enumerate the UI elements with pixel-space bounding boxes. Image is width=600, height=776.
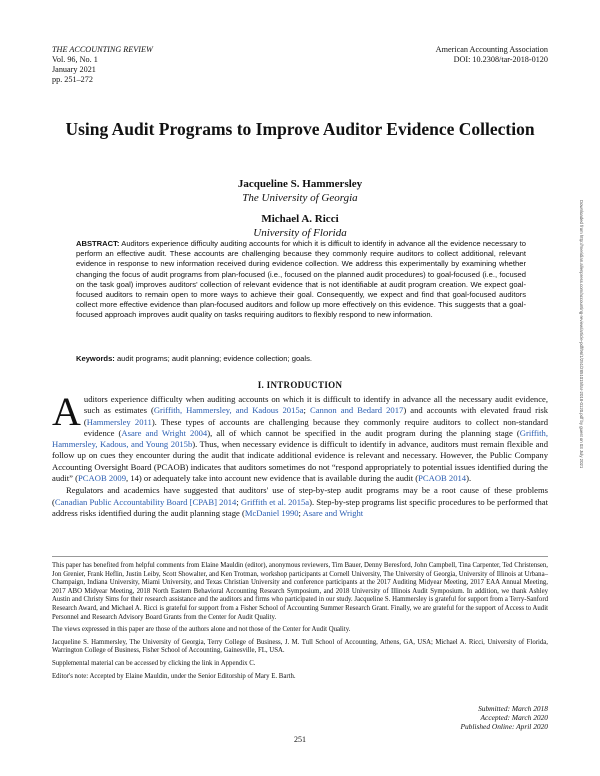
paragraph-1: Auditors experience difficulty when auditing accounts on which it is difficult to identify in advance all the necessary audit evidence, such as estimates (Griffith, Hammersley, and Kadous 2015a; Cannon and Bedard 2017) and accounts with elevated fraud risk (Hammersley 2011). These types of accounts are challenging because they commonly require auditors to collect non-standard evidence (Asare and Wright 2004), all of which cannot be specified in the audit program during the planning stage (Griffith, Hammersley, Kadous, and Young 2015b). Thus, when necessary evidence is difficult to identify in advance, auditors must remain flexible and follow up on cues they encounter during the audit that indicate additional evidence is relevant and necessary. However, the Public Company Accounting Oversight Board (PCAOB) indicates that auditors sometimes do not “respond appropriately to potential issues identified during the audit” (PCAOB 2009, 14) or adequately take into account new evidence that is available during the audit (PCAOB 2014). <box>52 389 548 484</box>
keywords-text: audit programs; audit planning; evidence collection; goals. <box>116 354 312 363</box>
citation-link[interactable]: PCAOB 2014 <box>418 473 467 484</box>
author-affiliation-1: The University of Georgia <box>242 192 358 204</box>
download-watermark-text: Downloaded from http://meridian.allenpress.com/accounting-review/article-pdf/96/1/251/2851015/tar-2018-0120.pdf by guest on 03 July 2021 <box>579 200 584 469</box>
doi-link[interactable]: DOI: 10.2308/tar-2018-0120 <box>453 55 548 64</box>
submission-dates <box>460 704 548 732</box>
citation-link[interactable]: Griffith, Hammersley, Kadous, and Young 2015b <box>52 427 548 450</box>
author-name-1: Jacqueline S. Hammersley <box>237 178 363 190</box>
date-accepted: Accepted: March 2020 <box>480 713 548 723</box>
footnote-divider <box>52 556 548 557</box>
date-submitted: Submitted: March 2018 <box>478 704 548 713</box>
footnote-acknowledgments: This paper has benefited from helpful comments from Elaine Mauldin (editor), anonymous reviewers, Tim Bauer, Denny Beresford, John Campbell, Tina Carpenter, Ted Christensen, Jon Grenier, Frank Heflin, Justin Leiby, Scott Showalter, and Ken Trotman, workshop participants at Cornell University, The University of Georgia, University of Illinois at Urbana–Champaign, Indiana University, Miami University, and Texas Christian University and conference participants at the 2017 Auditing Midyear Meeting, 2017 EAA Annual Meeting, 2017 ABO Midyear Meeting, 2018 North Eastern Behavioral Accounting Research Symposium, and 2018 University of Illinois Audit Symposium. In addition, we thank Ashley Austin and Christy Sims for their research assistance and the auditors and firms who participated in our study. Jacqueline S. Hammersley is grateful for support from a Terry-Sanford Research Award, and Michael A. Ricci is grateful for support from a Fisher School of Accounting Summer Research Grant. Finally, we are grateful for the support of Access to Audit Personnel and Research Advisory Board Grants from the Center for Audit Quality. <box>52 562 548 621</box>
date-published: Published Online: April 2020 <box>460 722 548 732</box>
citation-link[interactable]: Hammersley 2011 <box>86 416 152 427</box>
author-affiliation-2: University of Florida <box>253 227 347 239</box>
journal-volume: Vol. 96, No. 1 <box>52 55 98 64</box>
abstract <box>76 239 526 321</box>
footnotes <box>52 562 548 685</box>
section-heading: I. INTRODUCTION <box>257 380 343 390</box>
citation-link[interactable]: McDaniel 1990 <box>244 507 299 518</box>
journal-date: January 2021 <box>52 65 96 74</box>
citation-link[interactable]: Asare and Wright <box>302 507 364 518</box>
abstract-text: Auditors experience difficulty auditing accounts for which it is difficult to identify in advance all the evidence necessary to perform an effective audit. These accounts are challenging because they commonly require auditors to collect additional, relevant evidence in response to new information received during evidence collection. We address this experimentally by examining whether changing the focus of audit programs from plan-focused (i.e., focused on the planned audit procedures) to goal-focused (i.e., focused on the task goal) improves auditors' collection of relevant evidence that is not identifiable at audit program creation. We expect goal-focused auditors to remain open to more ways to achieve their goal. Consequently, we expect and find that goal-focused auditors collect more effective evidence than plan-focused auditors and follow up more effectively on this evidence. This suggests that a goal-focused approach improves audit quality on tasks requiring auditors to flexibly respond to new information. <box>76 239 526 320</box>
keywords <box>76 354 526 363</box>
paragraph-2: Regulators and academics have suggested that auditors' use of step-by-step audit programs may be a root cause of these problems (Canadian Public Accountability Board [CPAB] 2014; Griffith et al. 2015a). Step-by-step programs list specific procedures to be performed that address risks identified during the audit planning stage (McDaniel 1990; Asare and Wright <box>52 485 548 518</box>
author-name-2: Michael A. Ricci <box>261 213 339 225</box>
body-text <box>52 389 548 520</box>
footnote-affiliations: Jacqueline S. Hammersley, The University of Georgia, Terry College of Business, J. M. Tull School of Accounting, Athens, GA, USA; Michael A. Ricci, University of Florida, Warrington College of Business, Fisher School of Accounting, Gainesville, FL, USA. <box>52 638 548 655</box>
footnote-disclaimer: The views expressed in this paper are those of the authors alone and not those of the Center for Audit Quality. <box>52 626 351 634</box>
citation-link[interactable]: Griffith, Hammersley, and Kadous 2015a <box>153 405 304 416</box>
journal-pages: pp. 251–272 <box>52 75 93 84</box>
footnote-supplemental: Supplemental material can be accessed by clicking the link in Appendix C. <box>52 659 256 667</box>
drop-cap: A <box>52 389 81 434</box>
citation-link[interactable]: Cannon and Bedard 2017 <box>309 405 404 416</box>
footnote-editor-note: Editor's note: Accepted by Elaine Mauldin, under the Senior Editorship of Mary E. Barth. <box>52 672 296 680</box>
abstract-label: ABSTRACT: <box>76 239 120 248</box>
download-watermark <box>576 200 586 570</box>
citation-link[interactable]: Canadian Public Accountability Board [CPAB] 2014 <box>54 496 237 507</box>
citation-link[interactable]: PCAOB 2009 <box>78 473 127 484</box>
citation-link[interactable]: Asare and Wright 2004 <box>121 427 208 438</box>
keywords-label: Keywords: <box>76 354 115 363</box>
publisher-info <box>436 45 548 65</box>
journal-name: THE ACCOUNTING REVIEW <box>52 45 153 54</box>
page-number: 251 <box>294 735 306 744</box>
citation-link[interactable]: Griffith et al. 2015a <box>240 496 310 507</box>
association-name: American Accounting Association <box>435 45 548 54</box>
journal-info <box>52 45 153 85</box>
paper-title: Using Audit Programs to Improve Auditor Evidence Collection <box>65 119 535 139</box>
